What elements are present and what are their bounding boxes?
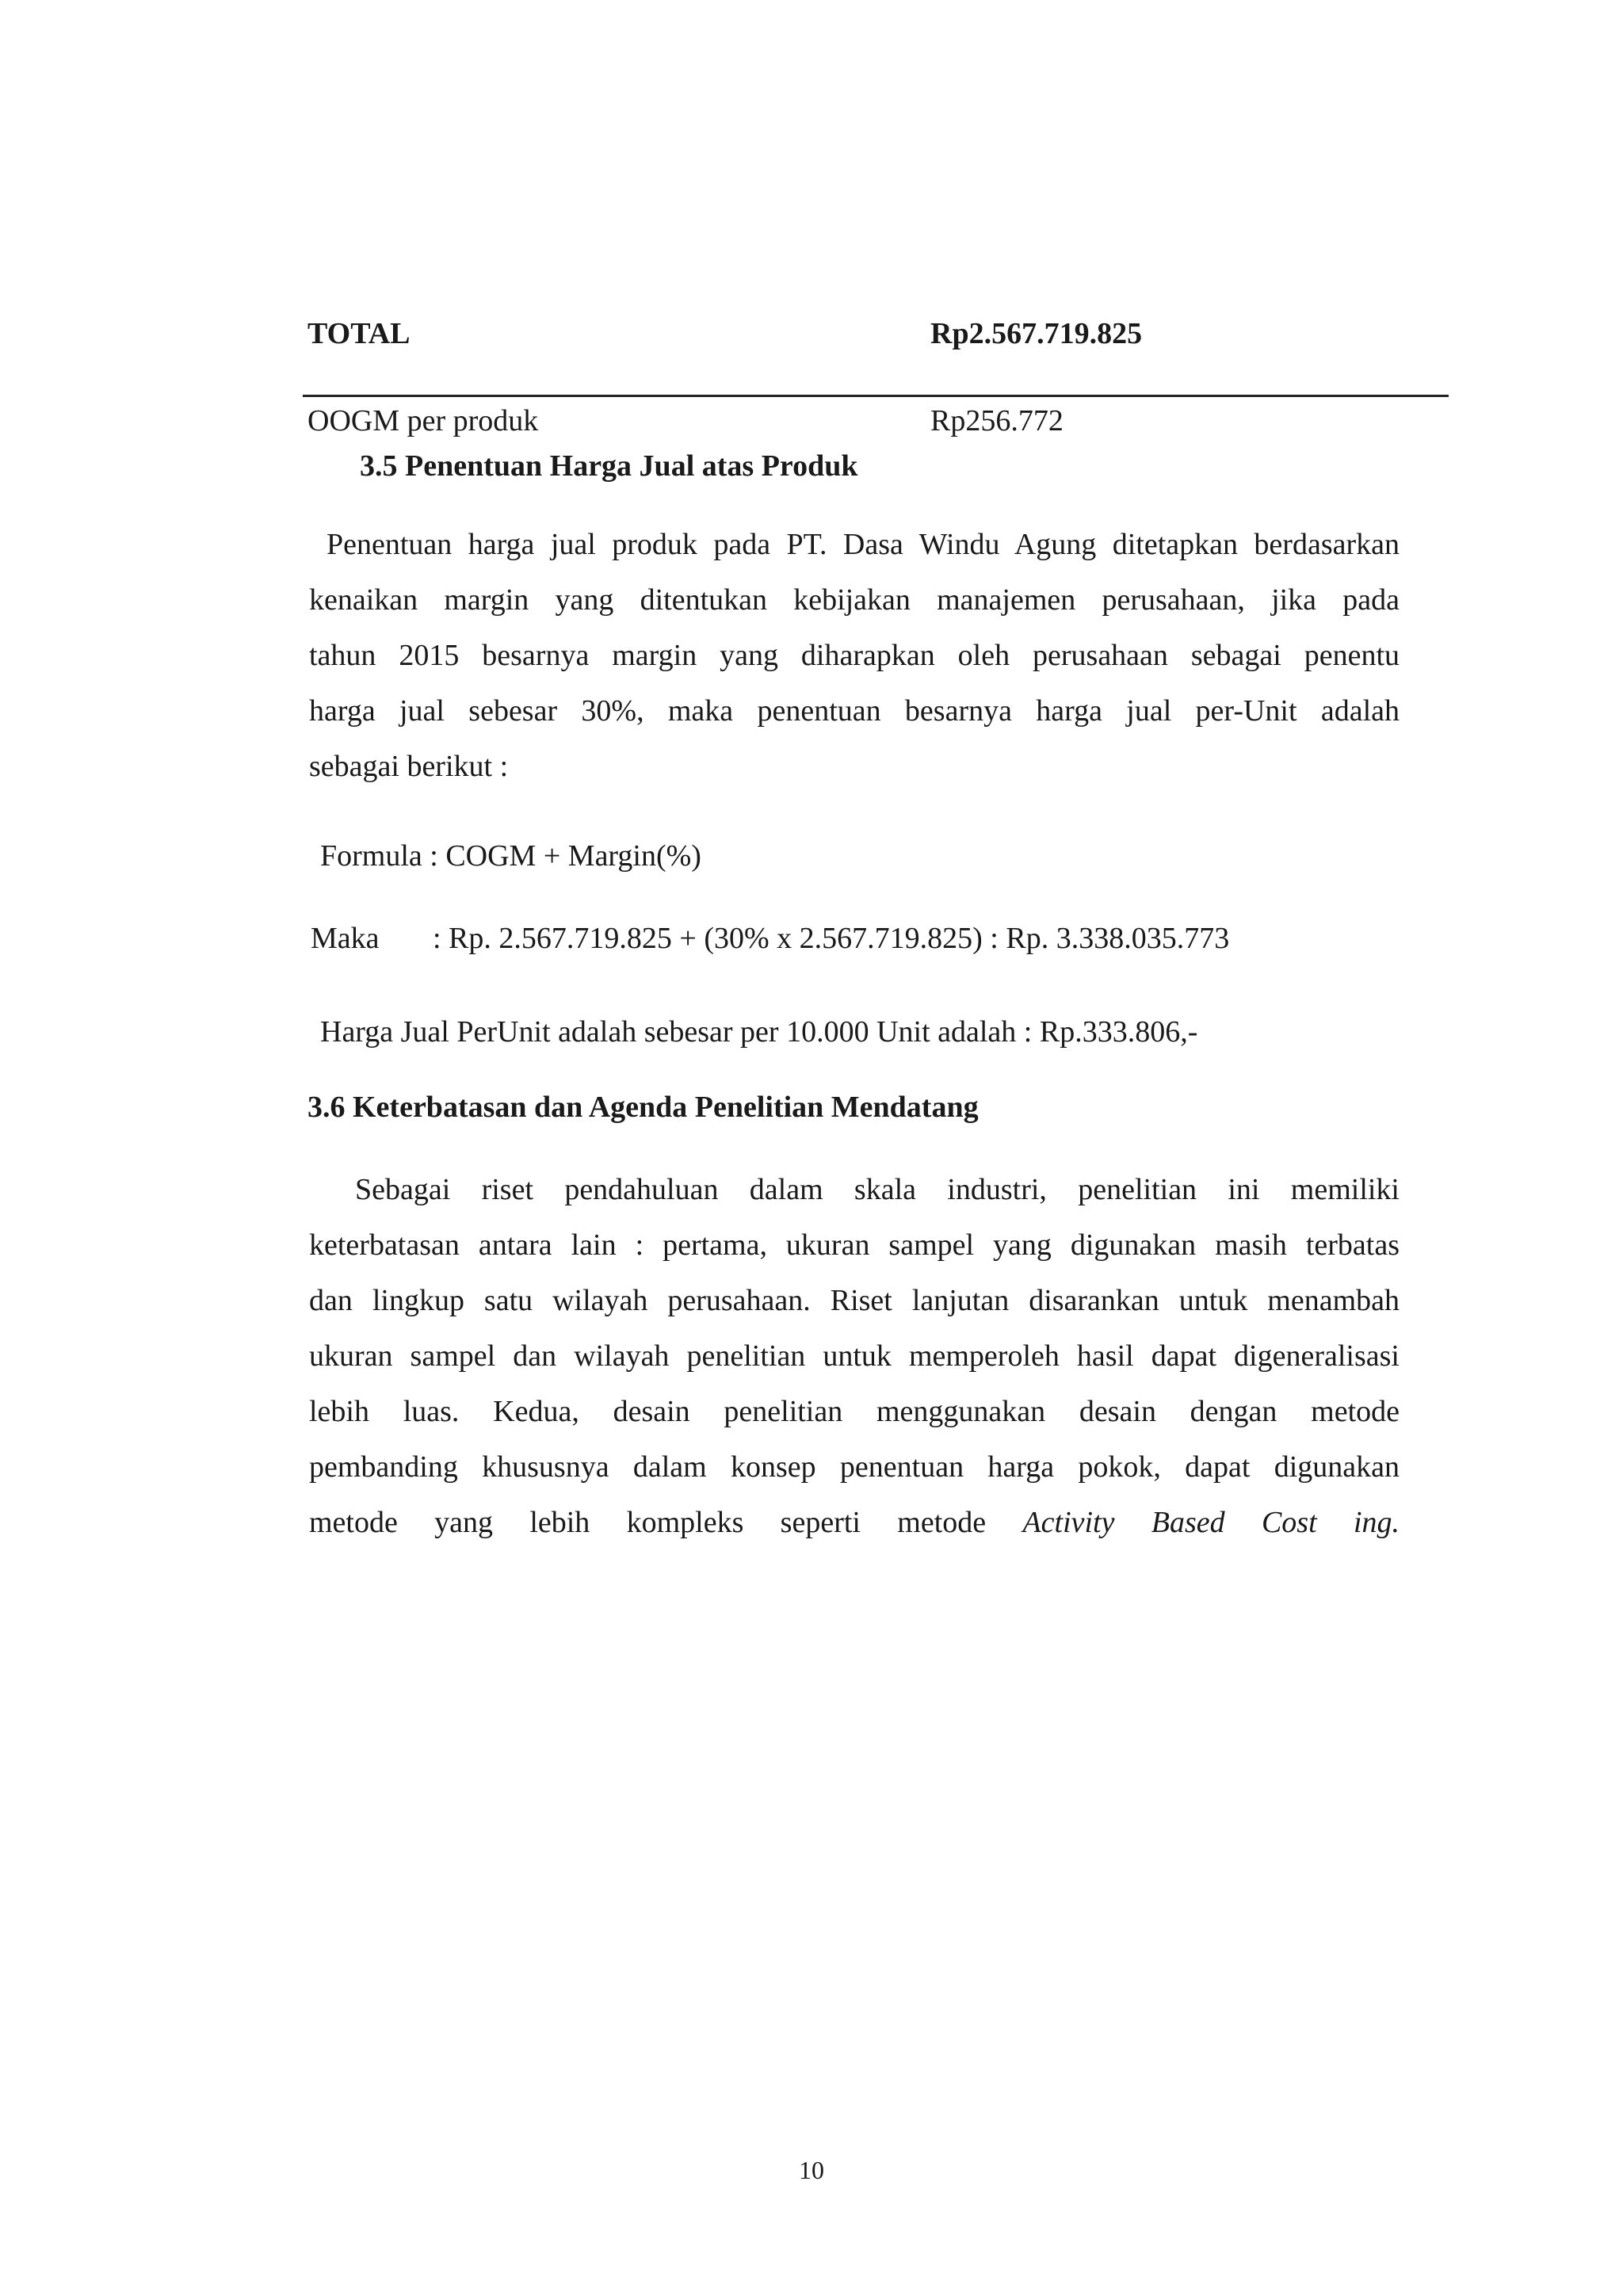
per-product-value: Rp256.772 <box>930 404 1064 437</box>
total-divider <box>303 395 1449 397</box>
paragraph-line: kenaikan margin yang ditentukan kebijakan manajemen perusahaan, jika pada <box>309 583 1400 617</box>
paragraph-line: tahun 2015 besarnya margin yang diharapkan oleh perusahaan sebagai penentu <box>309 639 1400 672</box>
section-3-6-paragraph <box>309 1162 1400 1550</box>
paragraph-line: Sebagai riset pendahuluan dalam skala industri, penelitian ini memiliki <box>355 1173 1400 1206</box>
total-value: Rp2.567.719.825 <box>930 317 1143 350</box>
paragraph-line: harga jual sebesar 30%, maka penentuan besarnya harga jual per-Unit adalah <box>309 694 1400 728</box>
paragraph-line: sebagai berikut : <box>309 750 509 783</box>
paragraph-line: ukuran sampel dan wilayah penelitian untuk memperoleh hasil dapat digeneralisasi <box>309 1339 1400 1373</box>
per-product-label: OOGM per produk <box>307 404 539 437</box>
maka-calculation: : Rp. 2.567.719.825 + (30% x 2.567.719.825) : Rp. 3.338.035.773 <box>433 922 1230 955</box>
activity-based-costing-term: Activity Based Cost ing. <box>1022 1506 1400 1539</box>
paragraph-line: keterbatasan antara lain : pertama, ukuran sampel yang digunakan masih terbatas <box>309 1228 1400 1262</box>
maka-label: Maka <box>311 922 380 955</box>
section-3-5-paragraph <box>309 517 1400 794</box>
formula-line: Formula : COGM + Margin(%) <box>320 839 701 873</box>
page-number: 10 <box>799 2156 824 2184</box>
paragraph-line: pembanding khususnya dalam konsep penentuan harga pokok, dapat digunakan <box>309 1450 1400 1484</box>
harga-jual-line: Harga Jual PerUnit adalah sebesar per 10.000 Unit adalah : Rp.333.806,- <box>320 1015 1198 1049</box>
section-heading-3-5: 3.5 Penentuan Harga Jual atas Produk <box>360 449 858 483</box>
paragraph-line: lebih luas. Kedua, desain penelitian menggunakan desain dengan metode <box>309 1395 1400 1428</box>
last-line-text: metode yang lebih kompleks seperti metode <box>309 1506 987 1539</box>
section-heading-3-6: 3.6 Keterbatasan dan Agenda Penelitian Mendatang <box>307 1091 979 1124</box>
paragraph-line: dan lingkup satu wilayah perusahaan. Riset lanjutan disarankan untuk menambah <box>309 1284 1400 1317</box>
paragraph-line: Penentuan harga jual produk pada PT. Dasa Windu Agung ditetapkan berdasarkan <box>327 528 1400 561</box>
paragraph-line-last <box>309 1495 1400 1550</box>
total-label: TOTAL <box>307 317 411 350</box>
